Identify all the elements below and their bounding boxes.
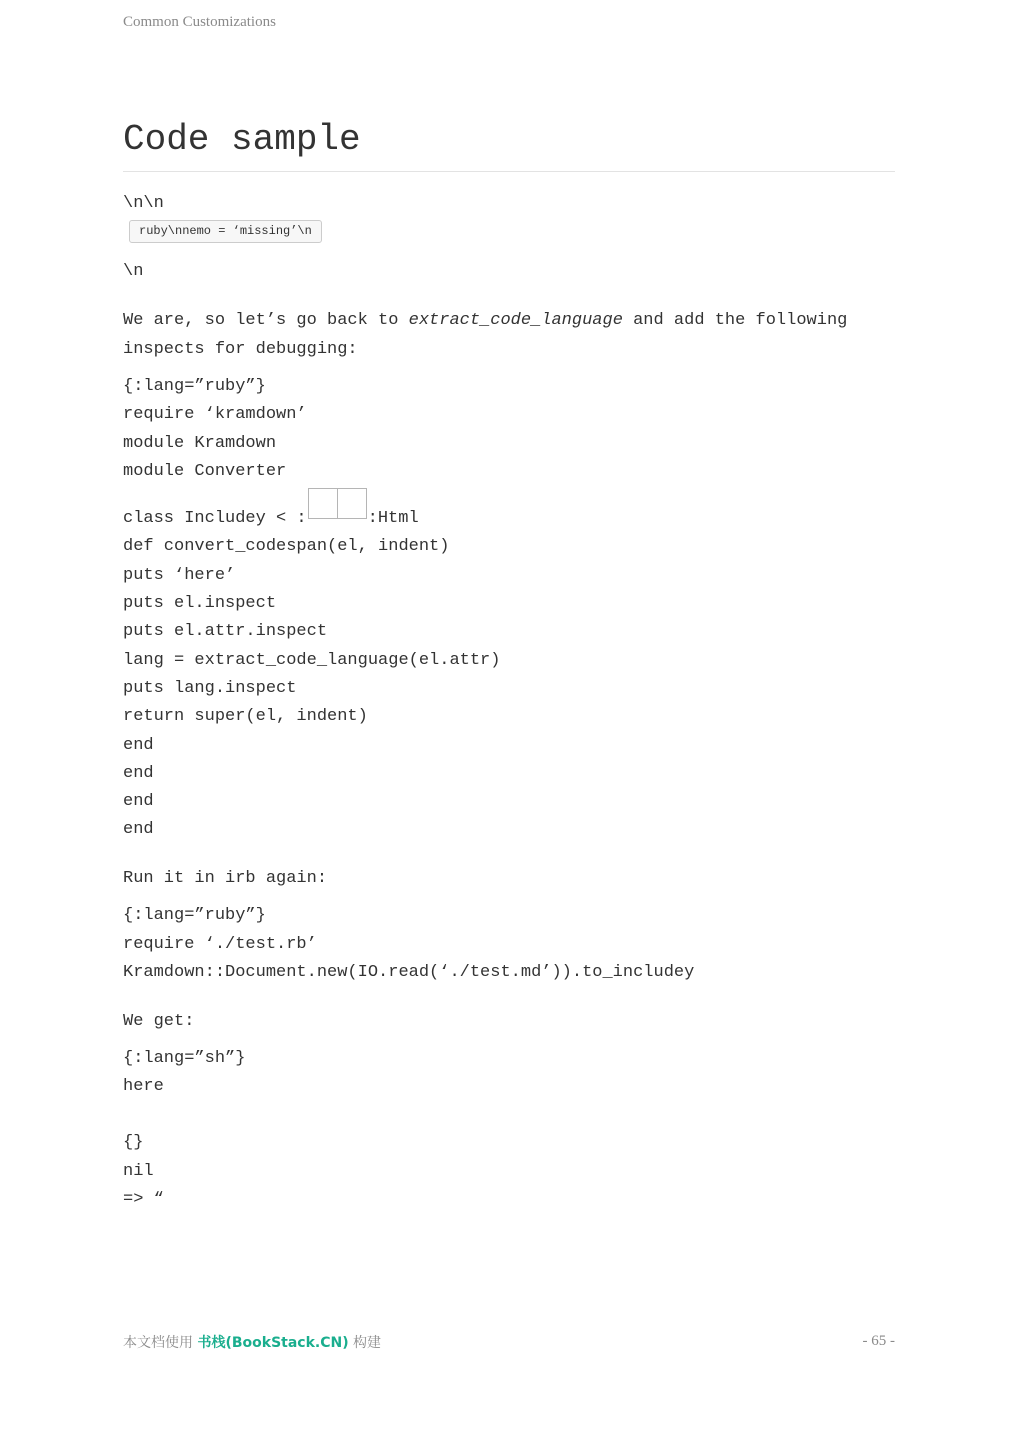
code-line: end	[123, 792, 154, 812]
code-block-irb	[123, 902, 895, 987]
code-line: return super(el, indent)	[123, 707, 368, 727]
code-line: require ‘./test.rb’	[123, 934, 317, 954]
intro-paragraph	[123, 306, 895, 364]
class-line-suffix: :Html	[367, 509, 419, 529]
escaped-newline-text: \n	[123, 262, 144, 281]
code-line: def convert_codespan(el, indent)	[123, 537, 450, 557]
page-title: Code sample	[123, 118, 895, 172]
footer-suffix: 构建	[348, 1335, 382, 1351]
code-line: module Kramdown	[123, 433, 277, 453]
code-line: {:lang=”ruby”}	[123, 377, 266, 396]
output-line: {}	[123, 1133, 144, 1153]
code-block-kramdown	[123, 373, 895, 845]
bookstack-link[interactable]: 书栈(BookStack.CN)	[197, 1335, 349, 1351]
running-header: Common Customizations	[123, 14, 276, 30]
output-line: {:lang=”sh”}	[123, 1048, 246, 1068]
code-line: {:lang=”ruby”}	[123, 906, 266, 926]
footer-prefix: 本文档使用	[123, 1335, 198, 1351]
class-line	[123, 488, 895, 533]
code-line: puts lang.inspect	[123, 678, 297, 698]
footer-credit	[123, 1332, 381, 1352]
empty-table-cell	[308, 489, 337, 519]
code-line: end	[123, 820, 154, 840]
code-line: lang = extract_code_language(el.attr)	[123, 650, 501, 670]
output-block	[123, 1045, 895, 1214]
empty-table-cell	[337, 489, 366, 519]
output-line: => “	[123, 1189, 164, 1209]
run-text: Run it in irb again:	[123, 869, 328, 889]
code-line: Kramdown::Document.new(IO.read(‘./test.md’)).to_includey	[123, 962, 695, 982]
get-text: We get:	[123, 1011, 195, 1031]
code-line: end	[123, 735, 154, 755]
intro-text-end: and add the following inspects for debugging:	[123, 311, 848, 359]
inline-code-chip: ruby\nnemo = ‘missing’\n	[129, 220, 322, 243]
output-line: here	[123, 1076, 164, 1096]
code-line: end	[123, 763, 154, 783]
page-content	[123, 118, 895, 1214]
code-line: module Converter	[123, 461, 287, 481]
output-line: nil	[123, 1161, 154, 1181]
intro-emphasis: extract_code_language	[408, 311, 623, 330]
class-line-prefix: class Includey < :	[123, 509, 307, 529]
code-line: puts el.inspect	[123, 594, 277, 614]
page-number: - 65 -	[862, 1333, 895, 1349]
code-line: require ‘kramdown’	[123, 405, 307, 425]
intro-text-start: We are, so let’s go back to	[123, 311, 409, 330]
code-line: puts el.attr.inspect	[123, 622, 328, 642]
empty-table	[308, 488, 367, 519]
escaped-newlines-text: \n\n	[123, 194, 164, 213]
code-line: puts ‘here’	[123, 565, 236, 585]
